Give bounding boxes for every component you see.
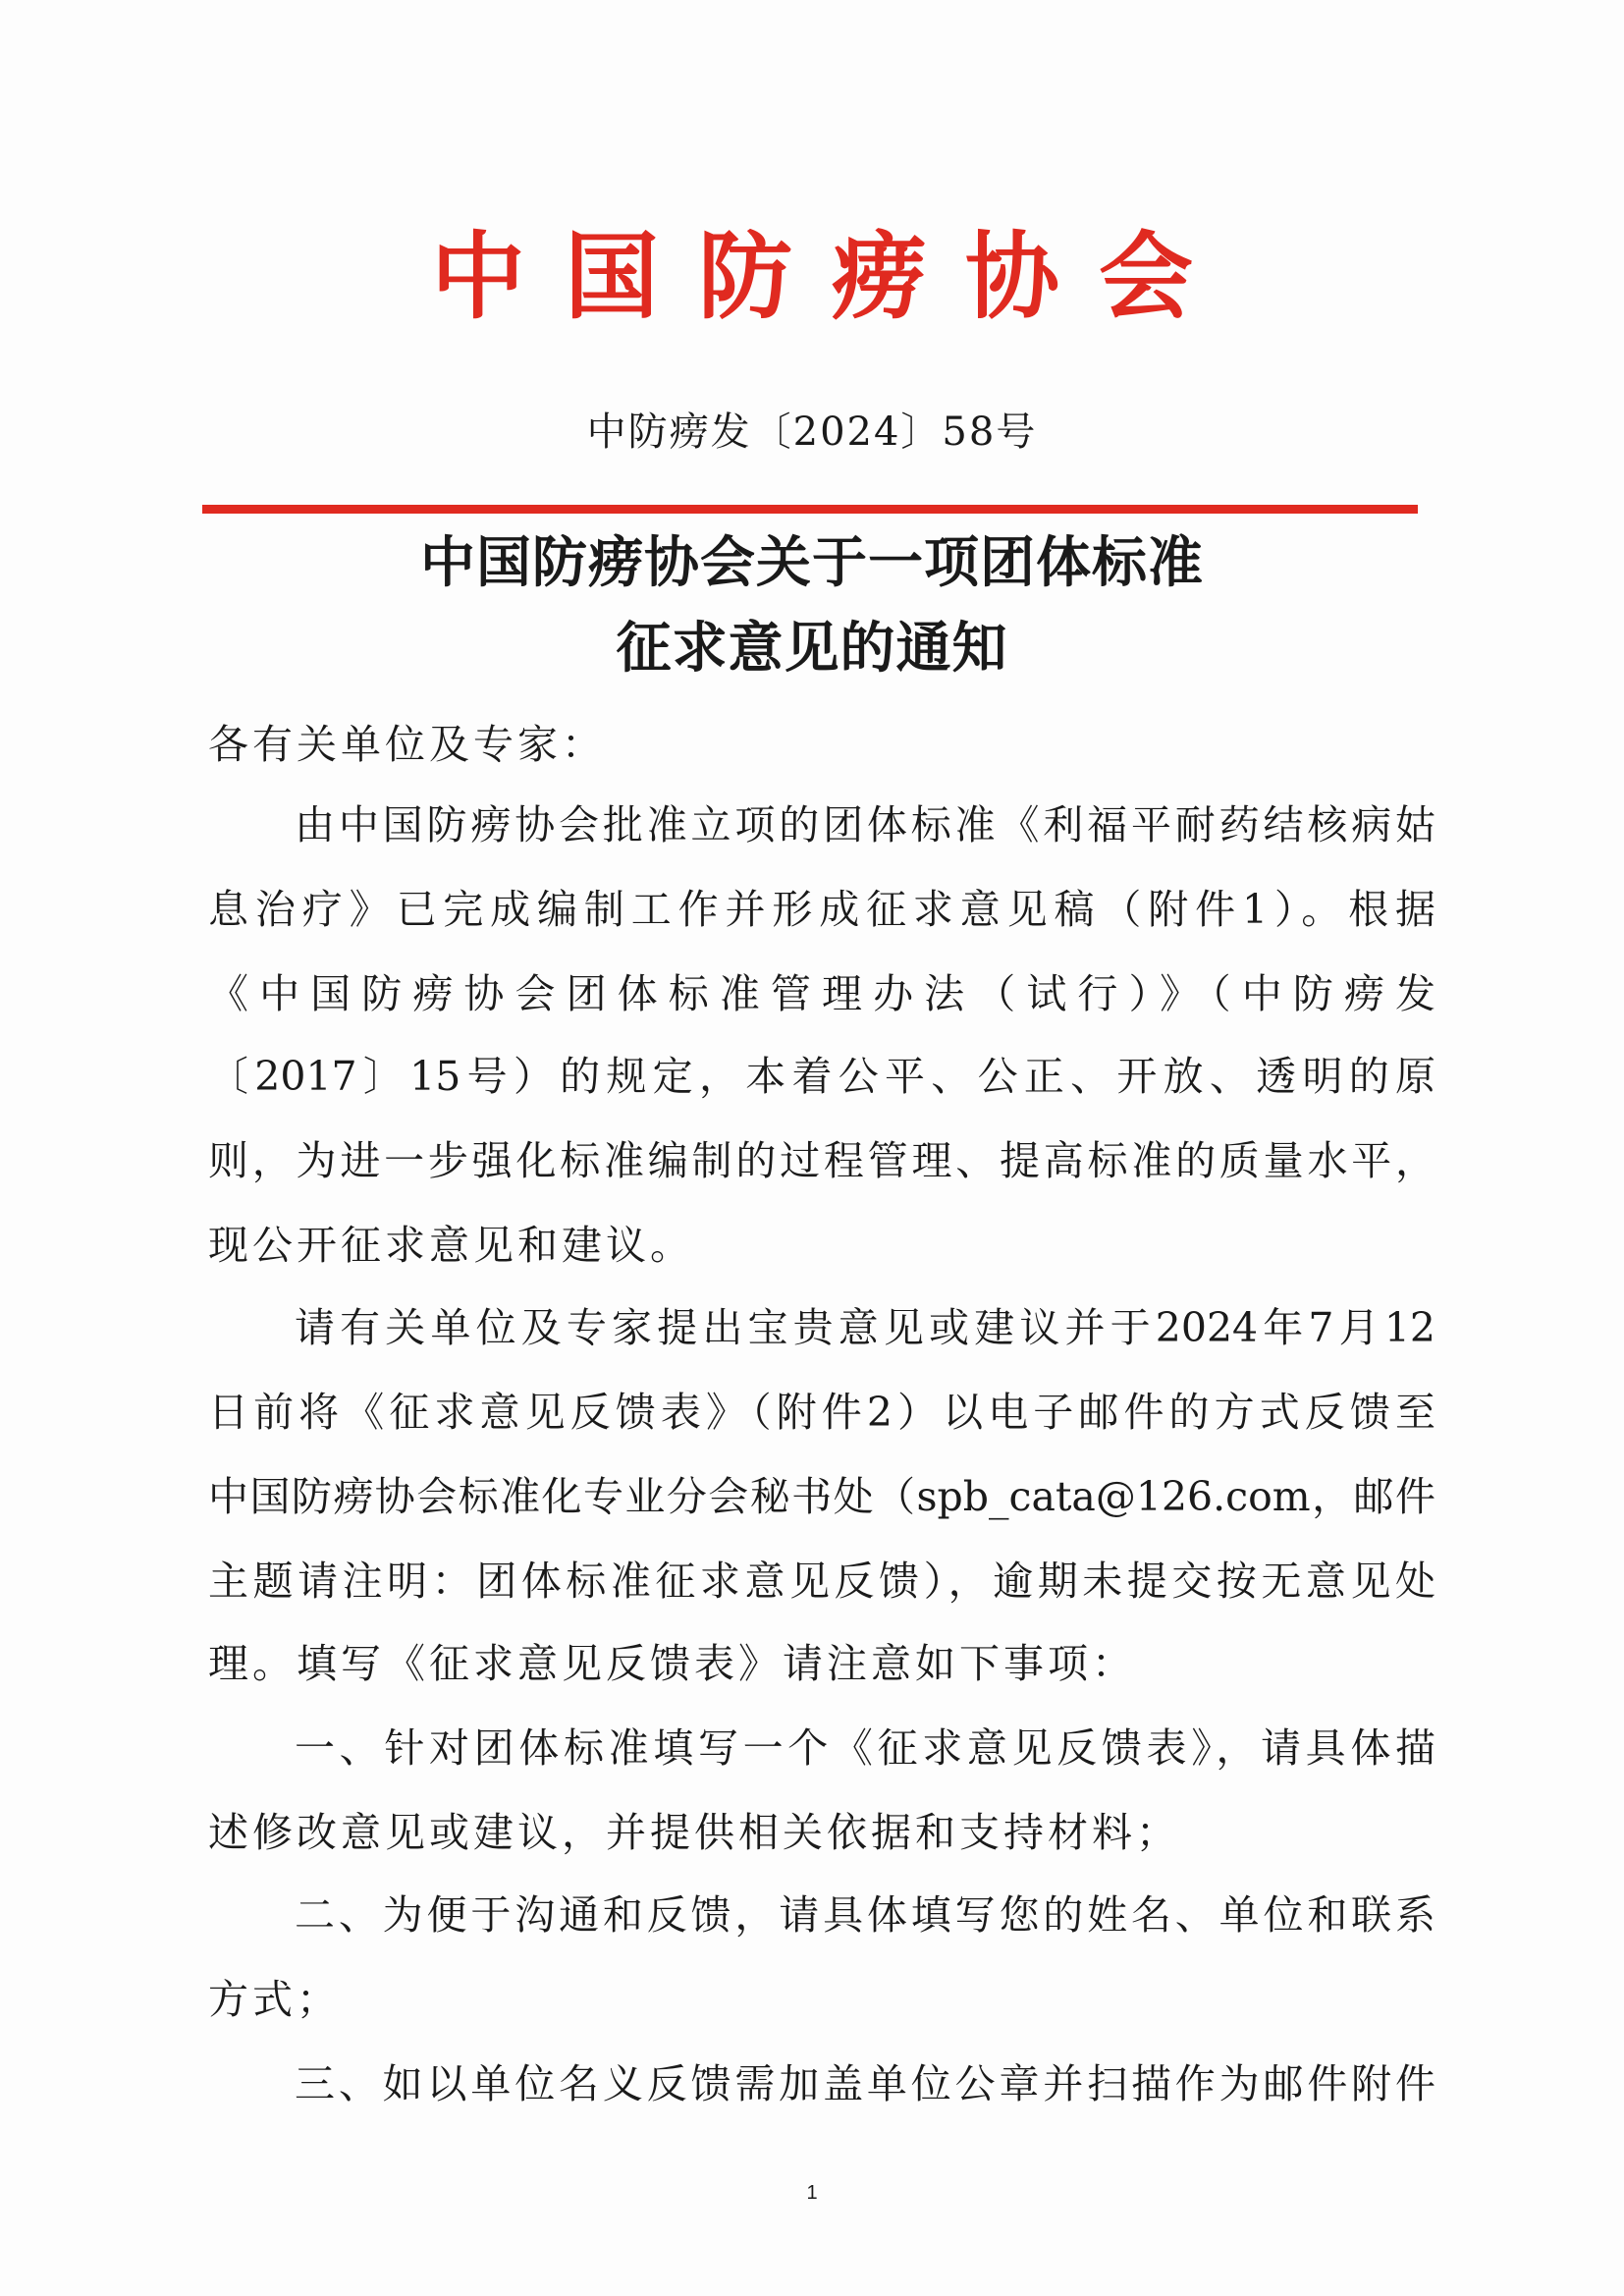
- body-line: 中国防痨协会标准化专业分会秘书处（spb_cata@126.com，邮件: [208, 1473, 1435, 1520]
- body-line: 理。填写《征求意见反馈表》请注意如下事项：: [208, 1640, 1136, 1687]
- body-line: 息治疗》已完成编制工作并形成征求意见稿（附件1）。根据: [208, 886, 1435, 933]
- org-letterhead: 中国防痨协会: [431, 222, 1232, 332]
- body-line: 则，为进一步强化标准编制的过程管理、提高标准的质量水平，: [208, 1137, 1435, 1184]
- notice-title-line-2: 征求意见的通知: [616, 616, 1008, 681]
- salutation: 各有关单位及专家：: [208, 721, 606, 768]
- body-line: 请有关单位及专家提出宝贵意见或建议并于2024年7月12: [295, 1304, 1435, 1351]
- body-line: 《中国防痨协会团体标准管理办法（试行）》（中防痨发: [208, 970, 1435, 1017]
- notice-title-line-1: 中国防痨协会关于一项团体标准: [420, 530, 1204, 595]
- body-line: 现公开征求意见和建议。: [208, 1222, 694, 1269]
- body-line: 主题请注明：团体标准征求意见反馈），逾期未提交按无意见处: [208, 1558, 1435, 1605]
- list-item-1-line: 述修改意见或建议，并提供相关依据和支持材料；: [208, 1809, 1180, 1856]
- list-item-3-line: 三、如以单位名义反馈需加盖单位公章并扫描作为邮件附件: [295, 2060, 1435, 2107]
- list-item-2-line: 二、为便于沟通和反馈，请具体填写您的姓名、单位和联系: [295, 1891, 1435, 1939]
- list-item-1-line: 一、针对团体标准填写一个《征求意见反馈表》，请具体描: [295, 1724, 1435, 1772]
- red-divider-rule: [202, 505, 1418, 514]
- document-number: 中防痨发〔2024〕58号: [586, 410, 1038, 455]
- body-line: 日前将《征求意见反馈表》（附件2）以电子邮件的方式反馈至: [208, 1389, 1435, 1436]
- page-number: 1: [806, 2182, 818, 2204]
- list-item-2-line: 方式；: [208, 1976, 341, 2023]
- body-line: 〔2017〕15号）的规定，本着公平、公正、开放、透明的原: [208, 1053, 1435, 1100]
- body-line: 由中国防痨协会批准立项的团体标准《利福平耐药结核病姑: [295, 801, 1435, 848]
